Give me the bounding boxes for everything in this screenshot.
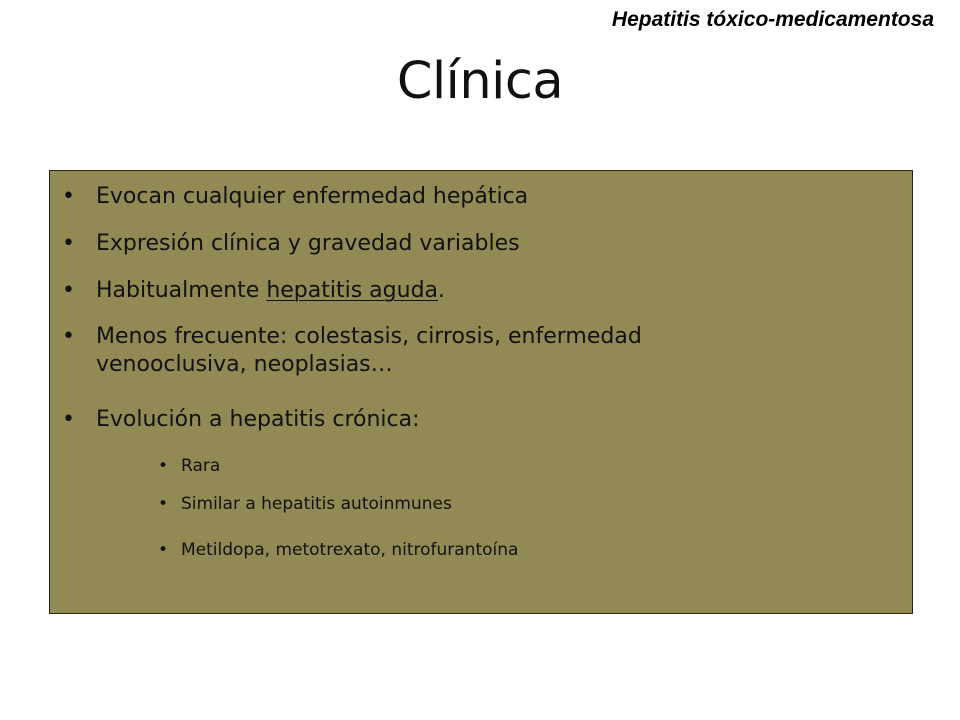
bullet-text	[96, 277, 886, 305]
bullet-text: Evolución a hepatitis crónica:	[96, 407, 420, 432]
bullet-text-suffix: .	[438, 278, 446, 303]
bullet-text-line-1: Menos frecuente: colestasis, cirrosis, enfermedad	[96, 324, 642, 349]
bullet-dot-icon: •	[62, 407, 75, 432]
sub-bullet-text: Metildopa, metotrexato, nitrofurantoína	[181, 540, 519, 560]
bullet-dot-icon: •	[62, 278, 75, 303]
underlined-term: hepatitis aguda	[266, 278, 439, 303]
sub-bullet-dot-icon: •	[158, 456, 169, 476]
bullet-text-prefix: Habitualmente	[96, 278, 267, 303]
bullet-text-line-2: venooclusiva, neoplasias…	[96, 352, 393, 377]
sub-bullet-text: Similar a hepatitis autoinmunes	[181, 494, 452, 514]
slide-header-label: Hepatitis tóxico-medicamentosa	[611, 8, 934, 31]
sub-bullet-text: Rara	[181, 456, 221, 476]
bullet-dot-icon: •	[62, 231, 75, 256]
bullet-dot-icon: •	[62, 324, 75, 349]
bullet-dot-icon: •	[62, 184, 75, 209]
bullet-text: Evocan cualquier enfermedad hepática	[96, 184, 529, 209]
sub-bullet-dot-icon: •	[158, 540, 169, 560]
sub-bullet-dot-icon: •	[158, 494, 169, 514]
slide-title: Clínica	[396, 52, 564, 111]
content-box	[49, 170, 913, 614]
bullet-text: Expresión clínica y gravedad variables	[96, 231, 520, 256]
bullet-text	[96, 323, 886, 379]
